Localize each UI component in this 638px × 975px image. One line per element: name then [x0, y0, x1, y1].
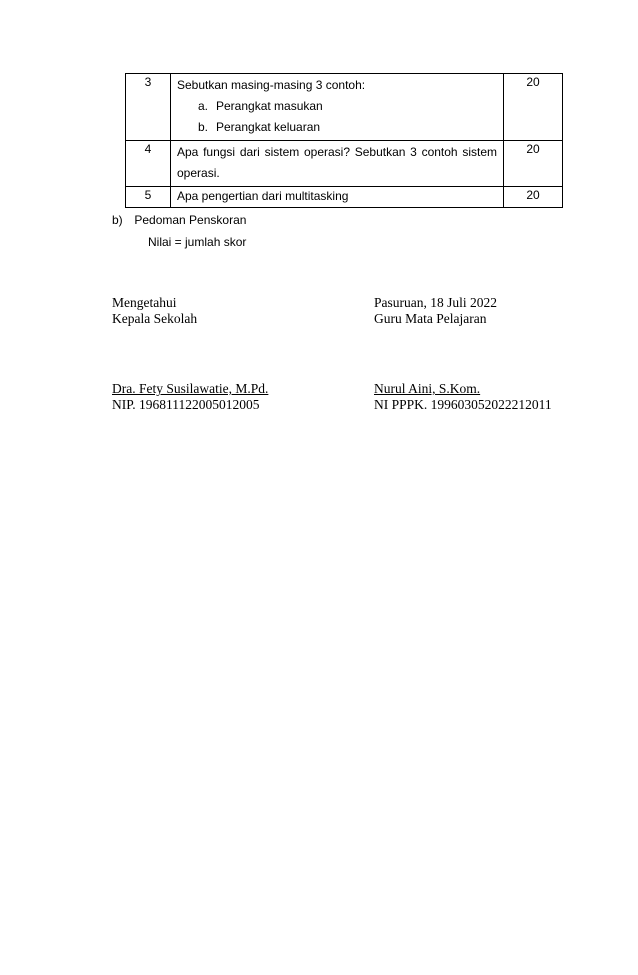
list-item: [177, 117, 497, 138]
signature-left-identity: [112, 381, 268, 413]
option-label: a.: [198, 99, 209, 113]
scoring-formula: Nilai = jumlah skor: [148, 235, 247, 249]
option-text: Perangkat keluaran: [216, 120, 321, 134]
question-score: 20: [504, 74, 563, 141]
signature-left-name: Dra. Fety Susilawatie, M.Pd.: [112, 381, 269, 396]
question-text: Apa fungsi dari sistem operasi? Sebutkan 3 contoh sistem operasi.: [171, 141, 504, 187]
signature-right-line2: Guru Mata Pelajaran: [374, 311, 487, 326]
table-row: [126, 74, 563, 141]
signature-right-id: NI PPPK. 199603052022212011: [374, 397, 552, 412]
table-row: [126, 187, 563, 208]
question-number: 5: [126, 187, 171, 208]
question-cell: [171, 74, 504, 141]
signature-right-name: Nurul Aini, S.Kom.: [374, 381, 481, 396]
question-text: Sebutkan masing-masing 3 contoh:: [177, 78, 366, 92]
section-label: b): [112, 213, 123, 227]
section-b-heading: [112, 213, 246, 227]
question-score: 20: [504, 141, 563, 187]
signature-right-identity: [374, 381, 552, 413]
question-table: [125, 73, 563, 208]
table-row: [126, 141, 563, 187]
question-number: 3: [126, 74, 171, 141]
signature-left: [112, 295, 197, 327]
signature-left-line1: Mengetahui: [112, 295, 177, 310]
question-number: 4: [126, 141, 171, 187]
section-title: Pedoman Penskoran: [134, 213, 247, 227]
signature-left-id: NIP. 196811122005012005: [112, 397, 260, 412]
list-item: [177, 96, 497, 117]
question-text: Apa pengertian dari multitasking: [171, 187, 504, 208]
option-label: b.: [198, 120, 209, 134]
signature-right-line1: Pasuruan, 18 Juli 2022: [374, 295, 497, 310]
signature-left-line2: Kepala Sekolah: [112, 311, 198, 326]
signature-right: [374, 295, 497, 327]
question-score: 20: [504, 187, 563, 208]
option-text: Perangkat masukan: [216, 99, 323, 113]
